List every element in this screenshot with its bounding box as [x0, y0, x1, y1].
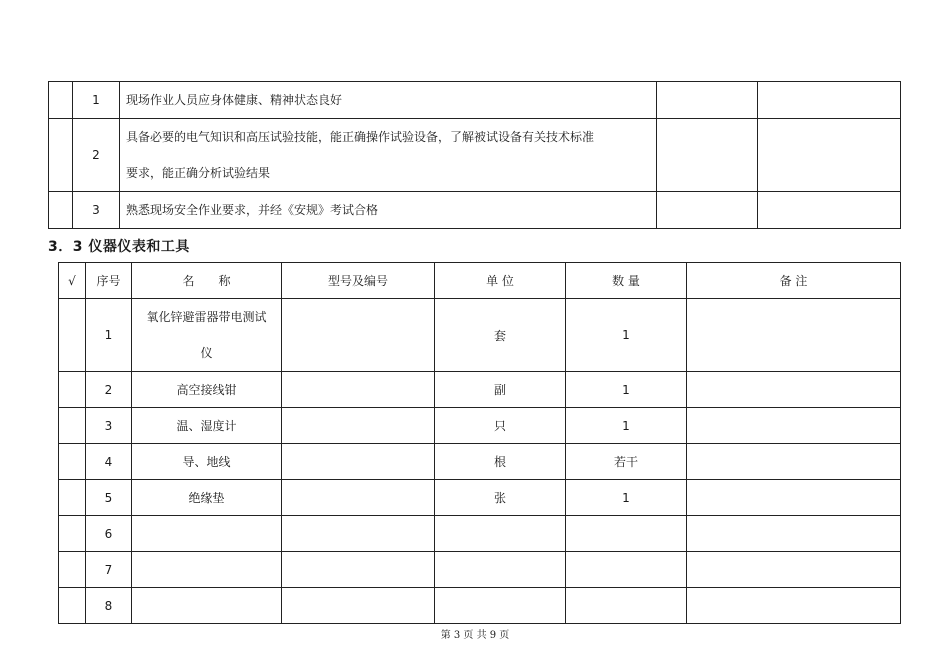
num-header: 序号 [86, 263, 132, 299]
row-number: 3 [73, 192, 120, 229]
qty-cell: 1 [566, 299, 687, 372]
check-cell[interactable] [59, 480, 86, 516]
table-row [59, 408, 901, 444]
requirement-line: 熟悉现场安全作业要求，并经《安规》考试合格 [126, 203, 379, 217]
blank-cell[interactable] [758, 82, 901, 119]
row-number: 5 [86, 480, 132, 516]
tool-name[interactable] [132, 552, 282, 588]
requirement-text [120, 82, 657, 119]
requirement-line: 要求，能正确分析试验结果 [126, 166, 271, 180]
row-number: 4 [86, 444, 132, 480]
unit-cell: 副 [435, 372, 566, 408]
unit-cell: 套 [435, 299, 566, 372]
row-number: 2 [86, 372, 132, 408]
header-row [59, 263, 901, 299]
check-cell[interactable] [59, 444, 86, 480]
check-cell[interactable] [59, 516, 86, 552]
check-cell[interactable] [59, 588, 86, 624]
qty-cell[interactable] [566, 516, 687, 552]
instruments-tools-table [58, 262, 901, 624]
note-cell[interactable] [687, 552, 901, 588]
table-row [59, 299, 901, 372]
tool-name-line: 氧化锌避雷器带电测试 [146, 310, 267, 324]
model-cell[interactable] [282, 552, 435, 588]
model-cell[interactable] [282, 299, 435, 372]
name-header: 名 称 [132, 263, 282, 299]
table-row [59, 552, 901, 588]
blank-cell[interactable] [657, 119, 758, 192]
blank-cell[interactable] [657, 82, 758, 119]
check-cell[interactable] [59, 299, 86, 372]
table-row [49, 82, 901, 119]
model-cell[interactable] [282, 444, 435, 480]
check-cell[interactable] [59, 552, 86, 588]
blank-cell[interactable] [758, 192, 901, 229]
check-header: √ [59, 263, 86, 299]
unit-cell[interactable] [435, 588, 566, 624]
tool-name: 温、湿度计 [132, 408, 282, 444]
model-cell[interactable] [282, 516, 435, 552]
qty-cell: 1 [566, 372, 687, 408]
row-number: 2 [73, 119, 120, 192]
note-cell[interactable] [687, 516, 901, 552]
tool-name-line: 仪 [200, 346, 213, 360]
model-cell[interactable] [282, 588, 435, 624]
unit-cell: 只 [435, 408, 566, 444]
personnel-requirements-table [48, 81, 901, 229]
unit-cell[interactable] [435, 516, 566, 552]
requirement-line: 现场作业人员应身体健康、精神状态良好 [126, 93, 343, 107]
requirement-text [120, 192, 657, 229]
table-row [59, 588, 901, 624]
model-cell[interactable] [282, 408, 435, 444]
unit-header: 单 位 [435, 263, 566, 299]
model-header: 型号及编号 [282, 263, 435, 299]
note-cell[interactable] [687, 299, 901, 372]
qty-cell: 1 [566, 480, 687, 516]
tool-name [132, 299, 282, 372]
row-number: 7 [86, 552, 132, 588]
check-cell[interactable] [49, 82, 73, 119]
tool-name[interactable] [132, 516, 282, 552]
tool-name: 高空接线钳 [132, 372, 282, 408]
table-row [49, 119, 901, 192]
unit-cell: 张 [435, 480, 566, 516]
table-row [49, 192, 901, 229]
check-cell[interactable] [59, 372, 86, 408]
unit-cell: 根 [435, 444, 566, 480]
table-row [59, 372, 901, 408]
row-number: 3 [86, 408, 132, 444]
requirement-text [120, 119, 657, 192]
page-footer: 第 3 页 共 9 页 [440, 630, 510, 641]
requirement-line: 具备必要的电气知识和高压试验技能，能正确操作试验设备，了解被试设备有关技术标准 [126, 130, 595, 144]
tool-name: 导、地线 [132, 444, 282, 480]
check-cell[interactable] [49, 119, 73, 192]
section-heading: 3．3 仪器仪表和工具 [48, 239, 190, 255]
note-cell[interactable] [687, 372, 901, 408]
note-cell[interactable] [687, 588, 901, 624]
row-number: 8 [86, 588, 132, 624]
row-number: 1 [86, 299, 132, 372]
tool-name: 绝缘垫 [132, 480, 282, 516]
table-row [59, 480, 901, 516]
unit-cell[interactable] [435, 552, 566, 588]
note-header: 备 注 [687, 263, 901, 299]
check-cell[interactable] [49, 192, 73, 229]
blank-cell[interactable] [657, 192, 758, 229]
table-row [59, 444, 901, 480]
row-number: 1 [73, 82, 120, 119]
model-cell[interactable] [282, 372, 435, 408]
table-row [59, 516, 901, 552]
qty-header: 数 量 [566, 263, 687, 299]
note-cell[interactable] [687, 480, 901, 516]
row-number: 6 [86, 516, 132, 552]
model-cell[interactable] [282, 480, 435, 516]
note-cell[interactable] [687, 444, 901, 480]
qty-cell[interactable] [566, 588, 687, 624]
check-cell[interactable] [59, 408, 86, 444]
qty-cell: 若干 [566, 444, 687, 480]
tool-name[interactable] [132, 588, 282, 624]
qty-cell[interactable] [566, 552, 687, 588]
note-cell[interactable] [687, 408, 901, 444]
blank-cell[interactable] [758, 119, 901, 192]
qty-cell: 1 [566, 408, 687, 444]
